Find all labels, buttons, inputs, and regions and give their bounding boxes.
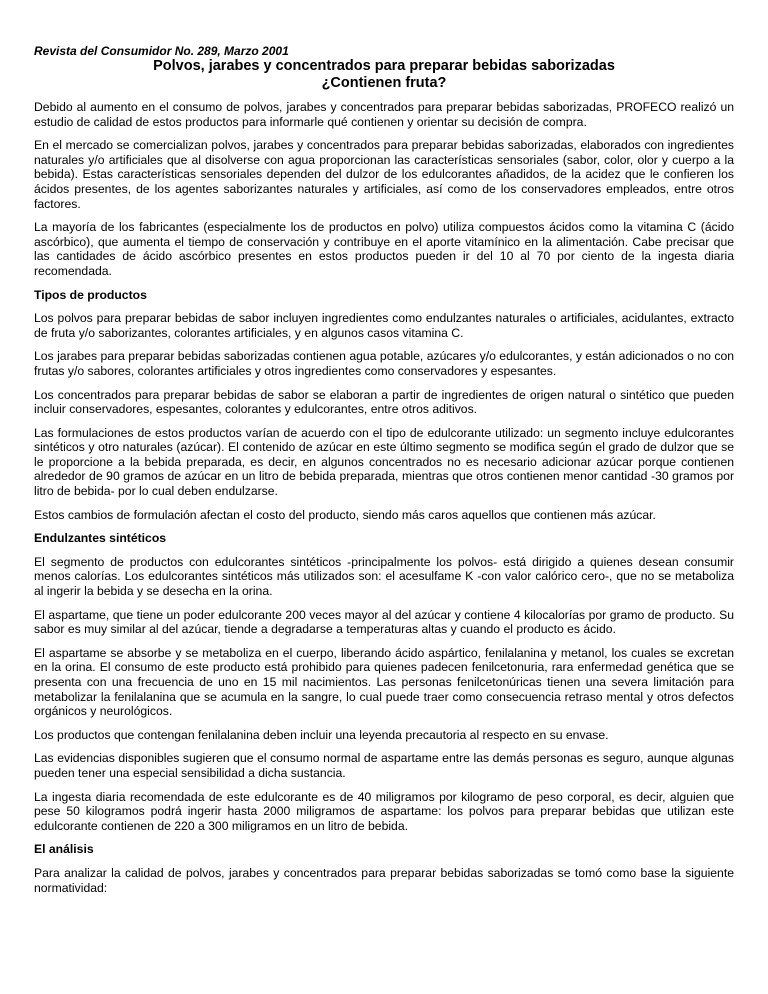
section-heading-endulzantes: Endulzantes sintéticos	[34, 531, 167, 546]
section-paragraph: Los concentrados para preparar bebidas de sabor se elaboran a partir de ingredientes de origen natural o sintético que pueden incluir conservadores, espesantes, colorantes y edulcorantes, entre otros aditivos.	[34, 387, 734, 417]
intro-paragraph: La mayoría de los fabricantes (especialmente los de productos en polvo) utiliza compuestos ácidos como la vitamina C (ácido ascórbico), que aumenta el tiempo de conservación y contribuye en el aporte vitamínico en la alimentación. Cabe precisar que las cantidades de ácido ascórbico presentes en estos productos pueden ir del 10 al 70 por ciento de la ingesta diaria recomendada.	[34, 220, 734, 278]
section-heading-analisis: El análisis	[34, 842, 94, 857]
section-paragraph: Los productos que contengan fenilalanina deben incluir una leyenda precautoria al respecto en su envase.	[34, 727, 609, 742]
section-paragraph: Las formulaciones de estos productos varían de acuerdo con el tipo de edulcorante utilizado: un segmento incluye edulcorantes sintéticos y otro naturales (azúcar). El contenido de azúcar en este último segmento se modifica según el grado de dulzor que se le proporcione a la bebida preparada, es decir, en algunos concentrados no es necesario adicionar azúcar porque contienen alrededor de 90 gramos de azúcar en un litro de bebida preparada, mientras que otros contienen menor cantidad -30 gramos por litro de bebida- por lo cual deben endulzarse.	[34, 425, 734, 499]
section-paragraph: La ingesta diaria recomendada de este edulcorante es de 40 miligramos por kilogramo de peso corporal, es decir, alguien que pese 50 kilogramos podrá ingerir hasta 2000 miligramos de aspartame: los polvos para preparar bebidas que utilizan este edulcorante contienen de 220 a 300 miligramos en un litro de bebida.	[34, 789, 734, 833]
intro-paragraph: Debido al aumento en el consumo de polvos, jarabes y concentrados para preparar bebidas saborizadas, PROFECO realizó un estudio de calidad de estos productos para informarle qué contienen y orientar su decisión de compra.	[34, 100, 734, 129]
section-paragraph: Para analizar la calidad de polvos, jarabes y concentrados para preparar bebidas saborizadas se tomó como base la siguiente normatividad:	[34, 865, 734, 895]
section-paragraph: Los polvos para preparar bebidas de sabor incluyen ingredientes como endulzantes naturales o artificiales, acidulantes, extracto de fruta y/o saborizantes, colorantes artificiales, y en algunos casos vitamina C.	[34, 311, 734, 340]
section-paragraph: Los jarabes para preparar bebidas saborizadas contienen agua potable, azúcares y/o edulcorantes, y están adicionados o no con frutas y/o sabores, colorantes artificiales y otros ingredientes como conservadores y espesantes.	[34, 349, 734, 378]
section-paragraph: El aspartame se absorbe y se metaboliza en el cuerpo, liberando ácido aspártico, fenilalanina y metanol, los cuales se excretan en la orina. El consumo de este producto está prohibido para quienes padecen fenilcetonuria, rara enfermedad genética que se presenta con una frecuencia de uno en 15 mil nacimientos. Las personas fenilcetonúricas tienen una severa limitación para metabolizar la fenilalanina que se acumula en la sangre, lo cual puede traer como consecuencia retraso mental y otros defectos orgánicos y neurológicos.	[34, 645, 734, 719]
document-title-line-2: ¿Contienen fruta?	[321, 75, 447, 91]
section-paragraph: Las evidencias disponibles sugieren que el consumo normal de aspartame entre las demás personas es seguro, aunque algunas pueden tener una especial sensibilidad a dicha sustancia.	[34, 751, 734, 780]
source-citation: Revista del Consumidor No. 289, Marzo 2001	[34, 44, 289, 58]
section-paragraph: Estos cambios de formulación afectan el costo del producto, siendo más caros aquellos que contienen más azúcar.	[34, 507, 656, 522]
section-heading-tipos: Tipos de productos	[34, 287, 147, 302]
document-title-line-1: Polvos, jarabes y concentrados para preparar bebidas saborizadas	[153, 58, 615, 74]
section-paragraph: El aspartame, que tiene un poder edulcorante 200 veces mayor al del azúcar y contiene 4 kilocalorías por gramo de producto. Su sabor es muy similar al del azúcar, tiende a degradarse a temperaturas altas y cuando el producto es ácido.	[34, 607, 734, 637]
section-paragraph: El segmento de productos con edulcorantes sintéticos -principalmente los polvos- está dirigido a quienes desean consumir menos calorías. Los edulcorantes sintéticos más utilizados son: el acesulfame K -con valor calórico cero-, que no se metaboliza al ingerir la bebida y se desecha en la orina.	[34, 554, 734, 599]
intro-paragraph: En el mercado se comercializan polvos, jarabes y concentrados para preparar bebidas saborizadas, elaborados con ingredientes naturales y/o artificiales que al disolverse con agua proporcionan las características sensoriales (sabor, color, olor y cuerpo a la bebida). Estas características sensoriales dependen del dulzor de los edulcorantes añadidos, de la acidez que le confieren los ácidos presentes, de los agentes saborizantes naturales y artificiales, así como de los conservadores empleados, entre otros factores.	[34, 138, 734, 211]
